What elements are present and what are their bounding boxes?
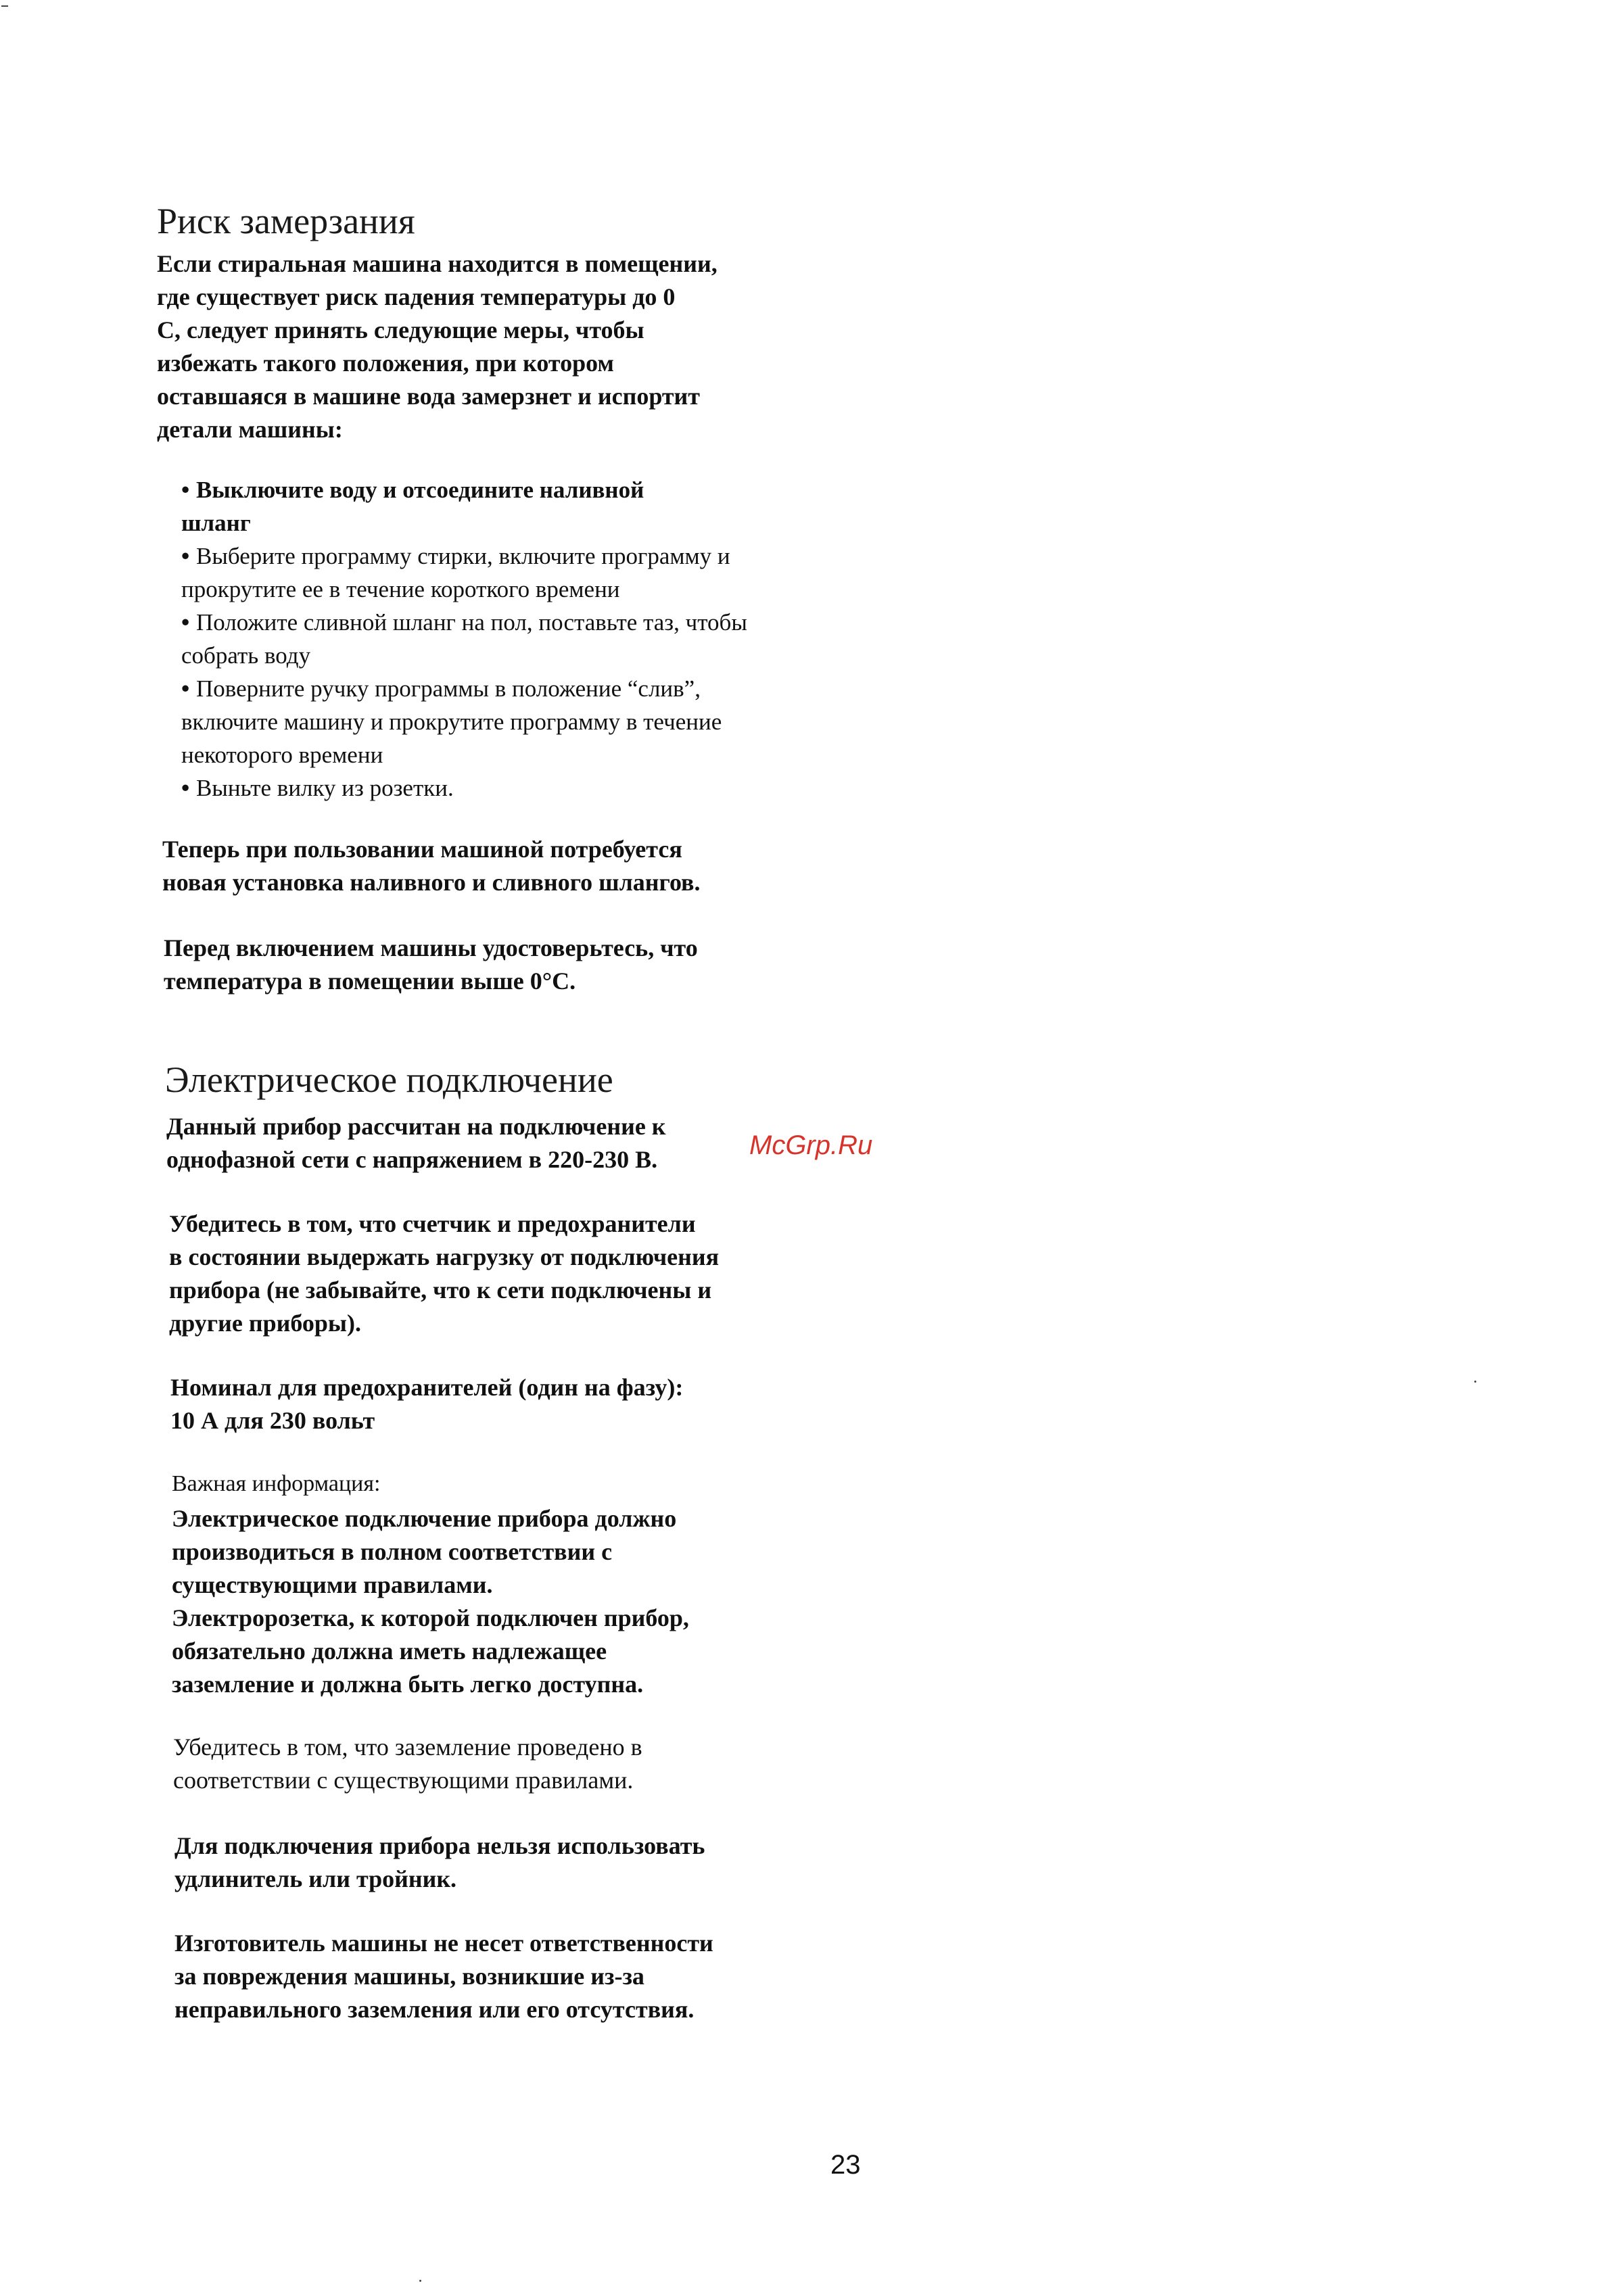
scan-speck bbox=[419, 2280, 421, 2282]
freeze-step-1-line1: Выключите воду и отсоедините наливной bbox=[196, 477, 644, 503]
freeze-step-1-line2: шланг bbox=[181, 510, 251, 536]
important-label-text: Важная информация: bbox=[172, 1471, 381, 1496]
electric-p7-line: Изготовитель машины не несет ответственности bbox=[174, 1930, 713, 1957]
electric-p4 bbox=[172, 1502, 822, 1701]
freeze-step-2 bbox=[181, 540, 817, 606]
freeze-intro-line: избежать такого положения, при котором bbox=[157, 350, 614, 377]
electric-p3-line: 10 А для 230 вольт bbox=[170, 1407, 375, 1434]
electric-p2-line: другие приборы). bbox=[169, 1310, 361, 1337]
important-label bbox=[172, 1467, 822, 1500]
electric-p7-line: за повреждения машины, возникшие из-за bbox=[174, 1963, 644, 1990]
freeze-step-2-line2: прокрутите ее в течение короткого времени bbox=[181, 576, 620, 602]
freeze-step-4 bbox=[181, 672, 817, 771]
page-number: 23 bbox=[830, 2150, 861, 2180]
electric-p1 bbox=[166, 1110, 817, 1176]
freeze-step-2-line1: Выберите программу стирки, включите программу и bbox=[196, 543, 730, 569]
electric-p4-line: существующими правилами. bbox=[172, 1571, 493, 1598]
freeze-note-2-line: Перед включением машины удостоверьтесь, что bbox=[164, 934, 698, 961]
bullet-icon: • bbox=[181, 609, 190, 636]
bullet-icon: • bbox=[181, 775, 190, 801]
freeze-intro-line: оставшаяся в машине вода замерзнет и испортит bbox=[157, 383, 700, 410]
electric-p6 bbox=[174, 1829, 825, 1896]
freeze-intro-line: детали машины: bbox=[157, 416, 343, 443]
electric-p5-line: Убедитесь в том, что заземление проведено в bbox=[173, 1733, 642, 1761]
freeze-step-5-line1: Выньте вилку из розетки. bbox=[196, 775, 454, 801]
freeze-note-1-line: Теперь при пользовании машиной потребуется bbox=[162, 836, 682, 863]
watermark: McGrp.Ru bbox=[749, 1130, 873, 1160]
scan-speck bbox=[1474, 1381, 1476, 1383]
electric-p2 bbox=[169, 1207, 820, 1340]
electric-p4-line: обязательно должна иметь надлежащее bbox=[172, 1637, 607, 1665]
freeze-step-3-line1: Положите сливной шланг на пол, поставьте таз, чтобы bbox=[196, 609, 747, 636]
electric-p4-line: Электророзетка, к которой подключен прибор, bbox=[172, 1604, 689, 1631]
freeze-step-5 bbox=[181, 771, 817, 805]
freeze-step-4-line1: Поверните ручку программы в положение “слив”, bbox=[196, 675, 701, 702]
electric-p2-line: в состоянии выдержать нагрузку от подключения bbox=[169, 1243, 720, 1270]
electric-p1-line: Данный прибор рассчитан на подключение к bbox=[166, 1113, 666, 1140]
electric-p3 bbox=[170, 1371, 821, 1437]
bullet-icon: • bbox=[181, 543, 190, 569]
freeze-step-3-line2: собрать воду bbox=[181, 642, 311, 669]
freeze-intro-line: Если стиральная машина находится в помещении, bbox=[157, 250, 718, 277]
bullet-icon: • bbox=[181, 675, 190, 702]
electric-p4-line: заземление и должна быть легко доступна. bbox=[172, 1671, 644, 1698]
freeze-intro bbox=[157, 247, 806, 446]
freeze-step-3 bbox=[181, 606, 817, 672]
freeze-intro-line: С, следует принять следующие меры, чтобы bbox=[157, 316, 644, 343]
electric-p5 bbox=[173, 1731, 824, 1797]
freeze-steps bbox=[181, 473, 817, 805]
electric-p7 bbox=[174, 1927, 825, 2026]
freeze-step-1 bbox=[181, 473, 817, 540]
electric-p6-line: Для подключения прибора нельзя использовать bbox=[174, 1832, 705, 1859]
scan-speck bbox=[1, 5, 8, 7]
electric-p1-line: однофазной сети с напряжением в 220-230 В. bbox=[166, 1146, 658, 1173]
electric-p6-line: удлинитель или тройник. bbox=[174, 1865, 457, 1892]
electric-p5-line: соответствии с существующими правилами. bbox=[173, 1767, 634, 1794]
heading-freeze-risk: Риск замерзания bbox=[157, 201, 415, 241]
bullet-icon: • bbox=[181, 477, 190, 503]
electric-p4-line: Электрическое подключение прибора должно bbox=[172, 1505, 677, 1532]
electric-p4-line: производиться в полном соответствии с bbox=[172, 1538, 613, 1565]
freeze-note-1 bbox=[162, 833, 812, 899]
electric-p2-line: Убедитесь в том, что счетчик и предохранители bbox=[169, 1210, 696, 1237]
freeze-steps-list bbox=[181, 473, 817, 805]
electric-p3-line: Номинал для предохранителей (один на фазу): bbox=[170, 1374, 684, 1401]
freeze-step-4-line2: включите машину и прокрутите программу в течение bbox=[181, 709, 722, 735]
freeze-note-1-line: новая установка наливного и сливного шлангов. bbox=[162, 869, 701, 896]
freeze-note-2 bbox=[164, 932, 813, 998]
electric-p7-line: неправильного заземления или его отсутствия. bbox=[174, 1996, 695, 2023]
freeze-intro-line: где существует риск падения температуры до 0 bbox=[157, 283, 676, 310]
electric-p2-line: прибора (не забывайте, что к сети подключены и bbox=[169, 1276, 712, 1304]
freeze-note-2-line: температура в помещении выше 0°С. bbox=[164, 967, 576, 995]
heading-electric-connection: Электрическое подключение bbox=[165, 1059, 613, 1100]
freeze-step-4-line3: некоторого времени bbox=[181, 742, 383, 768]
